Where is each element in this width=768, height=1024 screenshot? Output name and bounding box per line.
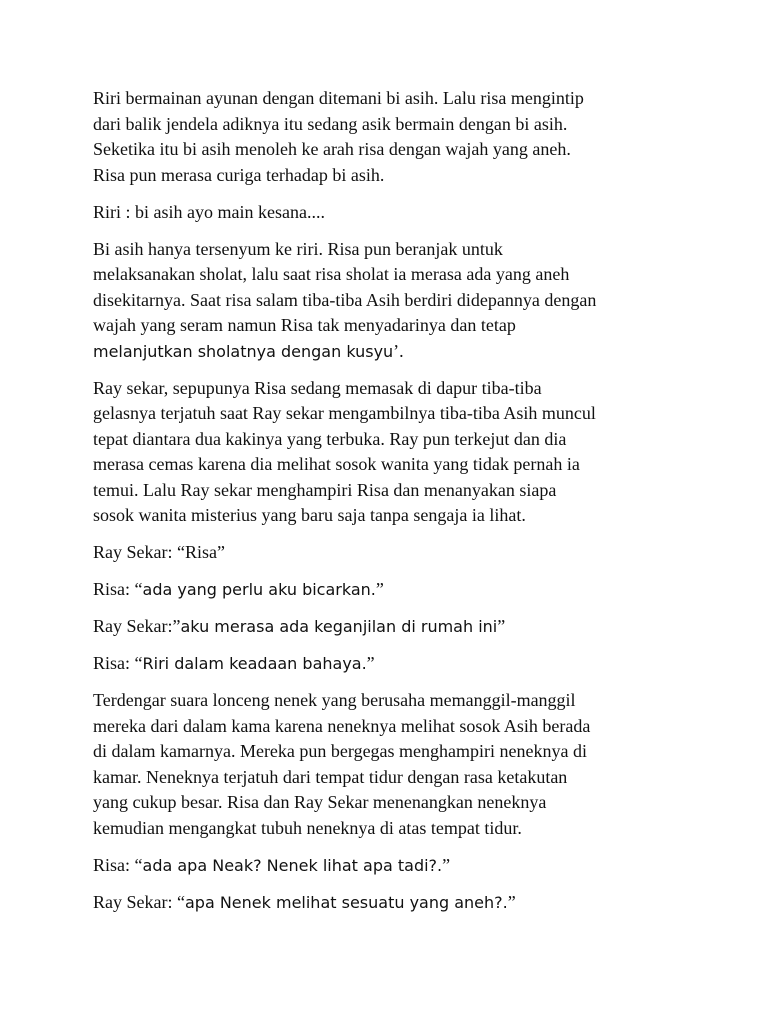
dialogue-line (93, 540, 683, 566)
dialogue-speaker: Risa: (93, 653, 135, 673)
paragraph-1 (93, 86, 683, 188)
paragraph-2 (93, 200, 683, 226)
text-line: sosok wanita misterius yang baru saja tanpa sengaja ia lihat. (93, 505, 526, 525)
text-line: mereka dari dalam kama karena neneknya melihat sosok Asih berada (93, 715, 591, 736)
text-line: kamar. Neneknya terjatuh dari tempat tidur dengan rasa ketakutan (93, 766, 568, 787)
dialogue-speaker: Ray Sekar: (93, 616, 173, 636)
text-line: wajah yang seram namun Risa tak menyadarinya dan tetap (93, 315, 516, 335)
dialogue-speech: aku merasa ada keganjilan di rumah ini (180, 617, 498, 636)
sans-text-segment: melanjutkan sholatnya dengan kusyu (93, 341, 394, 361)
close-quote: ” (442, 854, 451, 875)
text-line: temui. Lalu Ray sekar menghampiri Risa dan menanyakan siapa (93, 479, 557, 500)
text-line: Bi asih hanya tersenyum ke riri. Risa pun beranjak untuk (93, 238, 503, 259)
text-line: yang cukup besar. Risa dan Ray Sekar menenangkan neneknya (93, 792, 547, 812)
dialogue-speaker: Risa: (93, 854, 135, 875)
text-line-mixed (93, 339, 683, 365)
dialogue-speaker: Ray Sekar: (93, 542, 177, 562)
dialogue-speech: apa Nenek melihat sesuatu yang aneh?. (184, 892, 508, 912)
close-quote: ” (217, 542, 225, 562)
open-quote: “ (176, 542, 185, 562)
paragraph-5 (93, 688, 683, 841)
close-quote: ” (507, 891, 516, 912)
text-line: tepat diantara dua kakinya yang terbuka. Ray pun terkejut dan dia (93, 428, 567, 449)
open-quote: ” (172, 616, 181, 636)
text-line: Risa pun merasa curiga terhadap bi asih. (93, 164, 385, 185)
document-page (93, 86, 683, 927)
text-line: kemudian mengangkat tubuh neneknya di atas tempat tidur. (93, 817, 522, 838)
text-line: di dalam kamarnya. Mereka pun bergegas menghampiri neneknya di (93, 741, 587, 761)
text-line: Seketika itu bi asih menoleh ke arah risa dengan wajah yang aneh. (93, 139, 571, 159)
dialogue-line (93, 890, 683, 916)
text-line: Ray sekar, sepupunya Risa sedang memasak di dapur tiba-tiba (93, 377, 542, 398)
dialogue-speaker: Risa: (93, 579, 135, 599)
paragraph-4 (93, 376, 683, 529)
text-line: Terdengar suara lonceng nenek yang berusaha memanggil-manggil (93, 690, 576, 710)
dialogue-speech: Riri dalam keadaan bahaya. (142, 654, 367, 673)
open-quote: “ (134, 854, 143, 875)
text-line: disekitarnya. Saat risa salam tiba-tiba Asih berdiri didepannya dengan (93, 289, 597, 310)
dialogue-speech: Risa (184, 542, 217, 562)
dialogue-line (93, 577, 683, 603)
text-line: dari balik jendela adiknya itu sedang asik bermain dengan bi asih. (93, 113, 568, 134)
text-line: Riri : bi asih ayo main kesana.... (93, 201, 325, 222)
dialogue-line (93, 853, 683, 879)
close-quote: ” (366, 653, 375, 673)
dialogue-speaker: Ray Sekar: (93, 891, 177, 912)
close-quote: ” (497, 616, 506, 636)
text-ending: ’. (393, 340, 404, 361)
dialogue-speech: ada apa Neak? Nenek lihat apa tadi?. (142, 855, 443, 875)
text-line: Riri bermainan ayunan dengan ditemani bi asih. Lalu risa mengintip (93, 88, 584, 108)
open-quote: “ (134, 579, 143, 599)
text-line: gelasnya terjatuh saat Ray sekar mengambilnya tiba-tiba Asih muncul (93, 403, 596, 423)
dialogue-speech: ada yang perlu aku bicarkan. (142, 580, 376, 599)
text-line: merasa cemas karena dia melihat sosok wanita yang tidak pernah ia (93, 454, 580, 474)
close-quote: ” (375, 579, 384, 599)
dialogue-line (93, 614, 683, 640)
open-quote: “ (176, 891, 185, 912)
open-quote: “ (134, 653, 143, 673)
dialogue-line (93, 651, 683, 677)
text-line: melaksanakan sholat, lalu saat risa sholat ia merasa ada yang aneh (93, 264, 570, 284)
paragraph-3 (93, 237, 683, 365)
